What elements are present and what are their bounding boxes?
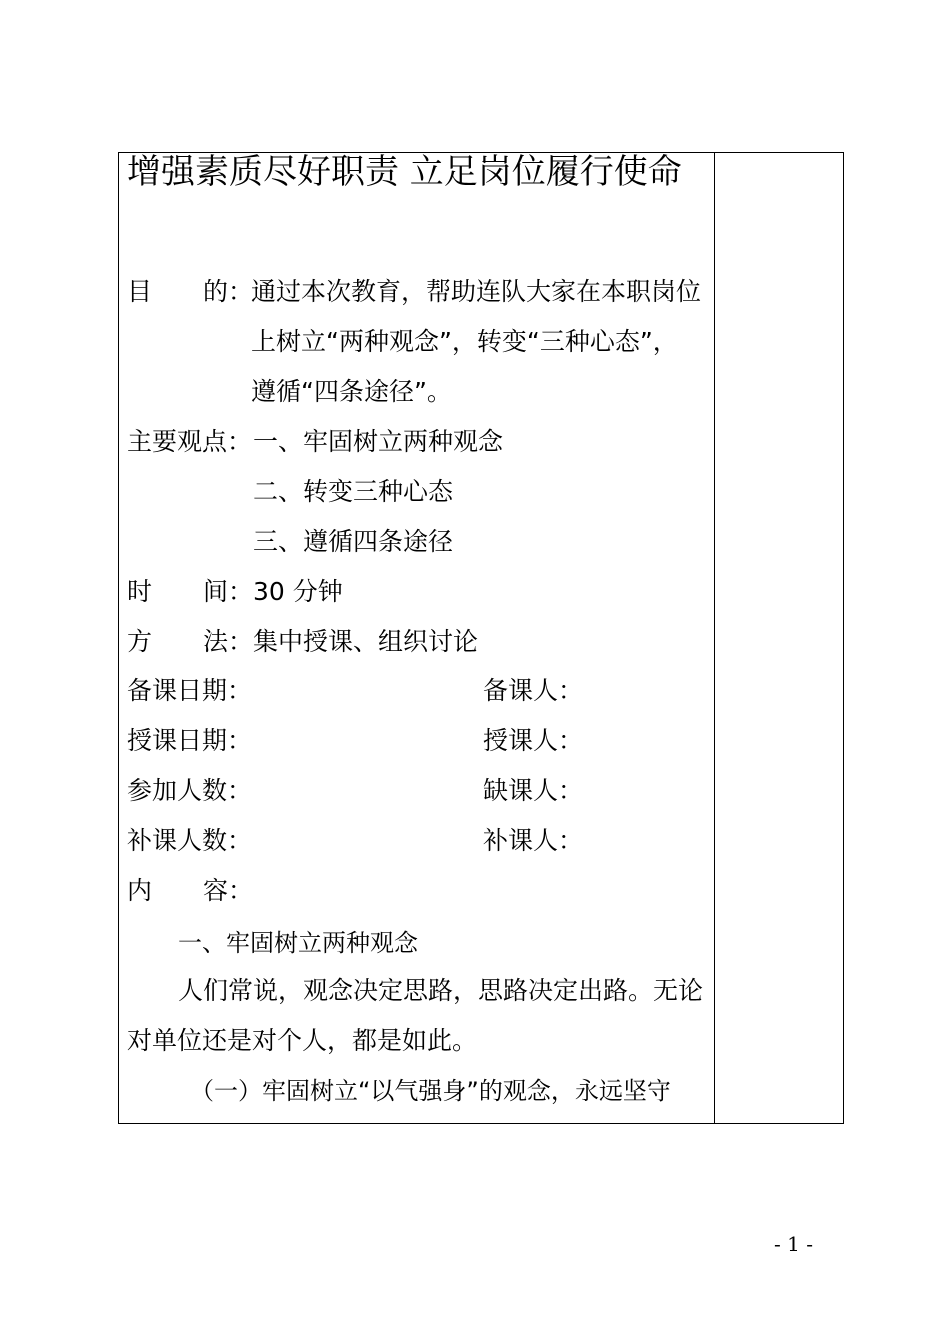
makeup-count-label: 补课人数： <box>127 826 253 855</box>
page-title: 增强素质尽好职责 立足岗位履行使命 <box>127 152 682 192</box>
page-number: - 1 - <box>774 1232 813 1256</box>
absentee-label: 缺课人： <box>483 776 584 805</box>
purpose-line-1: 通过本次教育，帮助连队大家在本职岗位 <box>251 277 702 306</box>
purpose-colon: ： <box>228 277 254 306</box>
time-colon: ： <box>228 577 254 606</box>
method-label-a: 方 <box>127 627 153 656</box>
time-label-a: 时 <box>127 577 153 606</box>
content-label-a: 内 <box>127 876 153 905</box>
method-value: 集中授课、组织讨论 <box>253 627 479 656</box>
table-column-divider <box>714 152 715 1124</box>
content-paragraph-1-line-1: 人们常说，观念决定思路，思路决定出路。无论 <box>178 976 704 1005</box>
prep-date-label: 备课日期： <box>127 676 253 705</box>
main-point-item-3: 三、遵循四条途径 <box>253 527 454 556</box>
preparer-label: 备课人： <box>483 676 584 705</box>
main-points-label: 主要观点： <box>127 427 253 456</box>
purpose-label-b: 的 <box>203 277 229 306</box>
method-colon: ： <box>228 627 254 656</box>
main-point-item-2: 二、转变三种心态 <box>253 477 454 506</box>
content-colon: ： <box>228 876 254 905</box>
time-label-b: 间 <box>203 577 229 606</box>
teach-date-label: 授课日期： <box>127 726 253 755</box>
content-label-b: 容 <box>203 876 229 905</box>
attendance-count-label: 参加人数： <box>127 776 253 805</box>
purpose-line-3: 遵循“四条途径”。 <box>251 377 452 406</box>
main-point-item-1: 一、牢固树立两种观念 <box>253 427 504 456</box>
content-paragraph-1-line-2: 对单位还是对个人，都是如此。 <box>127 1026 478 1055</box>
teacher-label: 授课人： <box>483 726 584 755</box>
method-label-b: 法 <box>203 627 229 656</box>
purpose-line-2: 上树立“两种观念”，转变“三种心态”， <box>251 327 678 356</box>
time-value: 30 分钟 <box>253 577 343 606</box>
content-subheading-1: （一）牢固树立“以气强身”的观念，永远坚守 <box>190 1077 671 1105</box>
makeup-person-label: 补课人： <box>483 826 584 855</box>
purpose-label-a: 目 <box>127 277 153 306</box>
content-heading-1: 一、牢固树立两种观念 <box>178 929 418 957</box>
